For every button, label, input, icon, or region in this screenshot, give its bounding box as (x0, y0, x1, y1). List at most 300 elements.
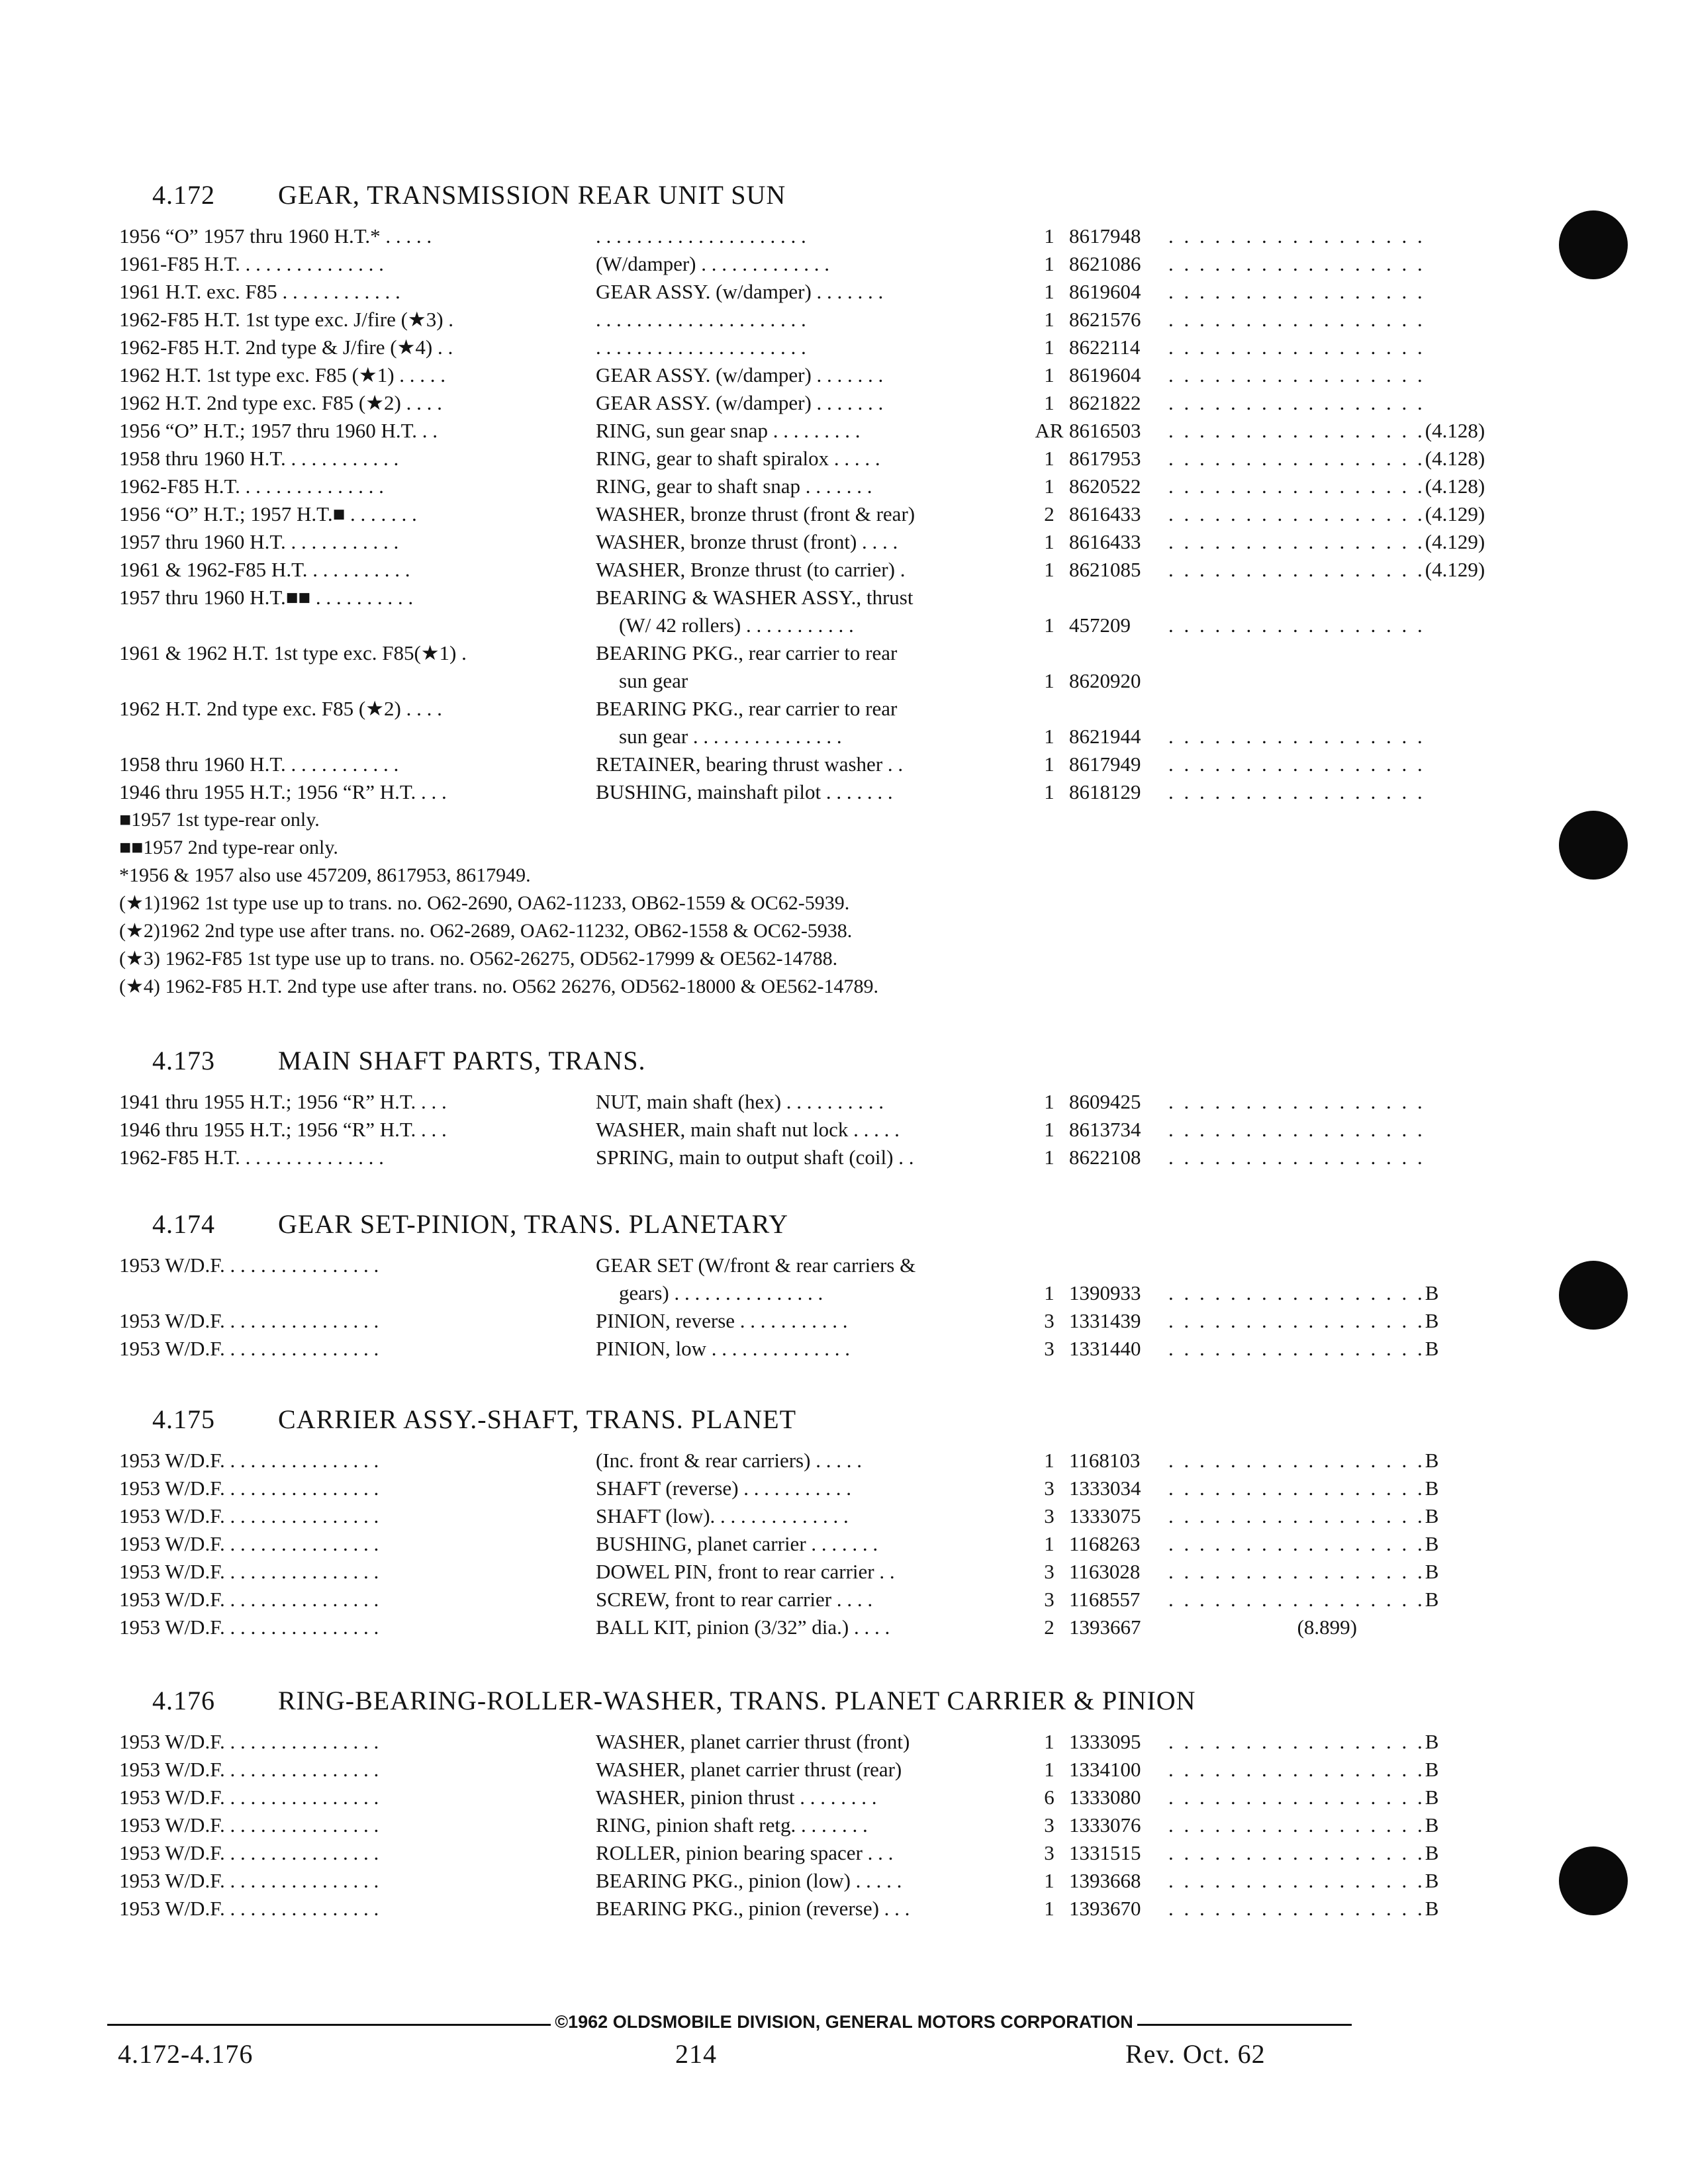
leader-dots: . . . . . . . . . . . . . . . . . (1168, 1090, 1425, 1113)
part-quantity: 6 (1044, 1786, 1055, 1809)
part-number: 8620920 (1069, 669, 1141, 692)
model-applicability: 1958 thru 1960 H.T. . . . . . . . . . . . (119, 752, 399, 776)
part-number: 8616503 (1069, 419, 1141, 442)
model-applicability (119, 723, 596, 751)
part-number: 8621576 (1069, 308, 1141, 331)
footnote: (★4) 1962-F85 H.T. 2nd type use after trans. no. O562 26276, OD562-18000 & OE562-14789. (119, 976, 879, 997)
reference-code: (4.128) (1425, 447, 1485, 470)
footnote: (★3) 1962-F85 1st type use up to trans. no. O562-26275, OD562-17999 & OE562-14788. (119, 948, 838, 970)
part-number-cell (1069, 389, 1432, 417)
part-number-cell (1069, 667, 1364, 695)
part-row (119, 389, 1425, 417)
part-number-cell (1069, 612, 1432, 639)
part-quantity: 1 (1044, 224, 1055, 248)
part-number: 1393670 (1069, 1897, 1141, 1920)
model-applicability (119, 612, 596, 639)
part-description: GEAR ASSY. (w/damper) . . . . . . . (596, 280, 884, 303)
part-row (119, 612, 1425, 639)
part-row (119, 778, 1425, 806)
part-number-cell (1069, 306, 1432, 334)
part-number: 1393668 (1069, 1869, 1141, 1892)
model-applicability: 1962-F85 H.T. 2nd type & J/fire (★4) . . (119, 336, 453, 359)
reference-code: B (1425, 1449, 1439, 1472)
part-quantity: 1 (1044, 669, 1055, 692)
part-number: 1393667 (1069, 1615, 1141, 1639)
part-row (119, 1895, 1439, 1923)
part-description: WASHER, pinion thrust . . . . . . . . (596, 1786, 877, 1809)
part-row (119, 500, 1485, 528)
section-heading (152, 1686, 1364, 1716)
model-applicability: 1953 W/D.F. . . . . . . . . . . . . . . . (119, 1897, 379, 1920)
part-description: WASHER, planet carrier thrust (rear) (596, 1758, 902, 1781)
leader-dots: . . . . . . . . . . . . . . . . . (1168, 1841, 1425, 1864)
part-description: RING, pinion shaft retg. . . . . . . . (596, 1813, 868, 1837)
section-4-176 (119, 1686, 1439, 1923)
part-quantity: 3 (1044, 1504, 1055, 1527)
part-number: 8621086 (1069, 252, 1141, 275)
section-range: 4.172-4.176 (118, 2039, 254, 2069)
model-applicability: 1962 H.T. 1st type exc. F85 (★1) . . . . . (119, 363, 446, 387)
part-quantity: 1 (1044, 780, 1055, 803)
part-number-cell (1069, 1307, 1445, 1335)
part-description: . . . . . . . . . . . . . . . . . . . . . (596, 308, 806, 331)
part-description: RING, gear to shaft snap . . . . . . . (596, 475, 872, 498)
part-number-cell (1069, 1558, 1445, 1586)
part-quantity: 1 (1044, 391, 1055, 414)
part-number: 8621822 (1069, 391, 1141, 414)
part-row (119, 639, 1364, 667)
model-applicability: 1957 thru 1960 H.T.■■ . . . . . . . . . . (119, 586, 414, 609)
part-number-cell (1069, 723, 1432, 751)
part-number: 8622114 (1069, 336, 1141, 359)
part-number: 8618129 (1069, 780, 1141, 803)
part-number-cell (1069, 361, 1432, 389)
part-quantity: 1 (1044, 363, 1055, 387)
part-row (119, 278, 1425, 306)
model-applicability: 1961-F85 H.T. . . . . . . . . . . . . . . (119, 252, 384, 275)
part-description: WASHER, bronze thrust (front & rear) (596, 502, 915, 525)
part-description: PINION, low . . . . . . . . . . . . . . (596, 1337, 851, 1360)
part-description: GEAR ASSY. (w/damper) . . . . . . . (596, 363, 884, 387)
part-number: 1333075 (1069, 1504, 1141, 1527)
part-row (119, 1116, 1425, 1144)
part-row (119, 1839, 1439, 1867)
part-quantity: 3 (1044, 1813, 1055, 1837)
part-row (119, 1586, 1439, 1614)
model-applicability: 1956 “O” H.T.; 1957 thru 1960 H.T. . . (119, 419, 438, 442)
leader-dots: . . . . . . . . . . . . . . . . . (1168, 752, 1425, 776)
model-applicability: 1953 W/D.F. . . . . . . . . . . . . . . . (119, 1560, 379, 1583)
part-number-cell (1069, 1867, 1445, 1895)
section-title: GEAR SET-PINION, TRANS. PLANETARY (278, 1209, 788, 1239)
part-number-cell (1069, 584, 1364, 612)
part-quantity: 3 (1044, 1841, 1055, 1864)
reference-code: (4.129) (1425, 530, 1485, 553)
leader-dots: . . . . . . . . . . . . . . . . . (1168, 1146, 1425, 1169)
part-quantity: 1 (1044, 558, 1055, 581)
model-applicability: 1953 W/D.F. . . . . . . . . . . . . . . . (119, 1337, 379, 1360)
part-quantity: 1 (1044, 1758, 1055, 1781)
part-number: 8609425 (1069, 1090, 1141, 1113)
part-number-cell (1069, 639, 1364, 667)
part-description: . . . . . . . . . . . . . . . . . . . . . (596, 224, 806, 248)
part-description: WASHER, Bronze thrust (to carrier) . (596, 558, 906, 581)
part-number-cell (1069, 751, 1432, 778)
part-number: 8621085 (1069, 558, 1141, 581)
part-number: 1168103 (1069, 1449, 1141, 1472)
part-number-cell (1069, 1811, 1445, 1839)
reference-code: B (1425, 1897, 1439, 1920)
leader-dots: . . . . . . . . . . . . . . . . . (1168, 725, 1425, 748)
part-description: SHAFT (reverse) . . . . . . . . . . . (596, 1477, 852, 1500)
section-number: 4.173 (152, 1046, 215, 1075)
part-row (119, 334, 1425, 361)
reference-code: B (1425, 1281, 1439, 1304)
leader-dots: . . . . . . . . . . . . . . . . . (1168, 1449, 1425, 1472)
reference-code: B (1425, 1869, 1439, 1892)
part-number: 8621944 (1069, 725, 1141, 748)
part-number: 1390933 (1069, 1281, 1141, 1304)
part-number-cell (1069, 556, 1491, 584)
part-number: 1168263 (1069, 1532, 1141, 1555)
reference-code: B (1425, 1813, 1439, 1837)
part-quantity: 3 (1044, 1337, 1055, 1360)
part-quantity: 1 (1044, 475, 1055, 498)
section-number: 4.175 (152, 1404, 215, 1434)
part-quantity: 1 (1044, 1281, 1055, 1304)
part-number-cell (1069, 1502, 1445, 1530)
model-applicability: 1961 & 1962-F85 H.T. . . . . . . . . . . (119, 558, 410, 581)
part-number: 1163028 (1069, 1560, 1141, 1583)
leader-dots: . . . . . . . . . . . . . . . . . (1168, 363, 1425, 387)
model-applicability: 1953 W/D.F. . . . . . . . . . . . . . . . (119, 1504, 379, 1527)
leader-dots: . . . . . . . . . . . . . . . . . (1168, 1897, 1425, 1920)
part-number: 8613734 (1069, 1118, 1141, 1141)
part-row (119, 1447, 1439, 1475)
part-description: BUSHING, mainshaft pilot . . . . . . . (596, 780, 893, 803)
part-quantity: 1 (1044, 1897, 1055, 1920)
leader-dots: . . . . . . . . . . . . . . . . . (1168, 1281, 1425, 1304)
model-applicability: 1953 W/D.F. . . . . . . . . . . . . . . . (119, 1758, 379, 1781)
part-description: GEAR ASSY. (w/damper) . . . . . . . (596, 391, 884, 414)
part-description: WASHER, planet carrier thrust (front) (596, 1730, 910, 1753)
leader-dots: . . . . . . . . . . . . . . . . . (1168, 391, 1425, 414)
part-number: 1333080 (1069, 1786, 1141, 1809)
section-title: CARRIER ASSY.-SHAFT, TRANS. PLANET (278, 1404, 797, 1434)
part-number-cell (1069, 500, 1491, 528)
model-applicability: 1946 thru 1955 H.T.; 1956 “R” H.T. . . . (119, 780, 447, 803)
part-row (119, 1279, 1439, 1307)
part-quantity: 1 (1044, 1090, 1055, 1113)
part-row (119, 556, 1485, 584)
model-applicability: 1953 W/D.F. . . . . . . . . . . . . . . . (119, 1532, 379, 1555)
part-row (119, 1307, 1439, 1335)
part-description: BEARING PKG., pinion (low) . . . . . (596, 1869, 902, 1892)
part-number-cell (1069, 1144, 1432, 1171)
part-description: RING, gear to shaft spiralox . . . . . (596, 447, 880, 470)
part-row (119, 1558, 1439, 1586)
leader-dots: . . . . . . . . . . . . . . . . . (1168, 1337, 1425, 1360)
part-number: 1331440 (1069, 1337, 1141, 1360)
leader-dots: . . . . . . . . . . . . . . . . . (1168, 336, 1425, 359)
binder-hole (1559, 1261, 1628, 1330)
part-number: 1333076 (1069, 1813, 1141, 1837)
part-number: 8619604 (1069, 280, 1141, 303)
model-applicability: 1953 W/D.F. . . . . . . . . . . . . . . . (119, 1813, 379, 1837)
model-applicability: 1953 W/D.F. . . . . . . . . . . . . . . . (119, 1730, 379, 1753)
part-description: gears) . . . . . . . . . . . . . . . (619, 1281, 823, 1304)
part-number-cell (1069, 1447, 1445, 1475)
reference-code: B (1425, 1588, 1439, 1611)
leader-dots: . . . . . . . . . . . . . . . . . (1168, 1758, 1425, 1781)
copyright-text: ©1962 OLDSMOBILE DIVISION, GENERAL MOTORS CORPORATION (551, 2012, 1137, 2032)
part-row (119, 222, 1425, 250)
part-description: SHAFT (low). . . . . . . . . . . . . . (596, 1504, 849, 1527)
reference-code: (8.899) (1297, 1615, 1357, 1639)
leader-dots: . . . . . . . . . . . . . . . . . (1168, 1869, 1425, 1892)
part-row (119, 1251, 1364, 1279)
leader-dots: . . . . . . . . . . . . . . . . . (1168, 502, 1425, 525)
section-title: MAIN SHAFT PARTS, TRANS. (278, 1046, 646, 1075)
section-number: 4.172 (152, 180, 215, 210)
footnote: ■1957 1st type-rear only. (119, 809, 320, 831)
leader-dots: . . . . . . . . . . . . . . . . . (1168, 1560, 1425, 1583)
model-applicability: 1953 W/D.F. . . . . . . . . . . . . . . . (119, 1309, 379, 1332)
part-quantity: 3 (1044, 1588, 1055, 1611)
footnote: (★1)1962 1st type use up to trans. no. O62-2690, OA62-11233, OB62-1559 & OC62-5939. (119, 892, 850, 914)
section-4-175 (119, 1404, 1439, 1641)
part-quantity: 1 (1044, 1532, 1055, 1555)
leader-dots: . . . . . . . . . . . . . . . . . (1168, 1118, 1425, 1141)
part-row (119, 473, 1485, 500)
revision-date: Rev. Oct. 62 (1125, 2039, 1266, 2069)
part-number: 8622108 (1069, 1146, 1141, 1169)
part-quantity (1029, 695, 1069, 723)
model-applicability: 1953 W/D.F. . . . . . . . . . . . . . . . (119, 1841, 379, 1864)
leader-dots: . . . . . . . . . . . . . . . . . (1168, 1730, 1425, 1753)
reference-code: B (1425, 1337, 1439, 1360)
model-applicability: 1946 thru 1955 H.T.; 1956 “R” H.T. . . . (119, 1118, 447, 1141)
model-applicability: 1953 W/D.F. . . . . . . . . . . . . . . . (119, 1869, 379, 1892)
part-number-cell (1069, 1116, 1432, 1144)
part-row (119, 1144, 1425, 1171)
reference-code: B (1425, 1532, 1439, 1555)
reference-code: B (1425, 1730, 1439, 1753)
part-number-cell (1069, 1614, 1364, 1641)
model-applicability (119, 1279, 596, 1307)
part-row (119, 584, 1364, 612)
part-description: NUT, main shaft (hex) . . . . . . . . . . (596, 1090, 884, 1113)
part-row (119, 1335, 1439, 1363)
section-title: GEAR, TRANSMISSION REAR UNIT SUN (278, 180, 786, 210)
part-number-cell (1069, 1839, 1445, 1867)
part-description: WASHER, main shaft nut lock . . . . . (596, 1118, 900, 1141)
part-number-cell (1069, 528, 1491, 556)
model-applicability: 1962 H.T. 2nd type exc. F85 (★2) . . . . (119, 697, 442, 720)
part-quantity: 1 (1044, 1449, 1055, 1472)
part-quantity (1029, 639, 1069, 667)
leader-dots: . . . . . . . . . . . . . . . . . (1168, 1477, 1425, 1500)
part-row (119, 1088, 1425, 1116)
leader-dots: . . . . . . . . . . . . . . . . . (1168, 475, 1425, 498)
model-applicability: 1953 W/D.F. . . . . . . . . . . . . . . . (119, 1253, 379, 1277)
part-row (119, 1784, 1439, 1811)
reference-code: (4.129) (1425, 502, 1485, 525)
reference-code: B (1425, 1841, 1439, 1864)
model-applicability: 1953 W/D.F. . . . . . . . . . . . . . . . (119, 1477, 379, 1500)
part-number: 1331439 (1069, 1309, 1141, 1332)
leader-dots: . . . . . . . . . . . . . . . . . (1168, 1813, 1425, 1837)
part-description: SPRING, main to output shaft (coil) . . (596, 1146, 914, 1169)
section-number: 4.176 (152, 1686, 215, 1715)
part-description: (W/ 42 rollers) . . . . . . . . . . . (619, 614, 854, 637)
section-heading (152, 1046, 1364, 1076)
part-description: sun gear (619, 669, 688, 692)
binder-hole (1559, 210, 1628, 279)
part-number: 8616433 (1069, 502, 1141, 525)
part-number-cell (1069, 1279, 1445, 1307)
part-number-cell (1069, 1475, 1445, 1502)
part-row (119, 528, 1485, 556)
part-description: (Inc. front & rear carriers) . . . . . (596, 1449, 862, 1472)
reference-code: B (1425, 1477, 1439, 1500)
part-description: RETAINER, bearing thrust washer . . (596, 752, 904, 776)
leader-dots: . . . . . . . . . . . . . . . . . (1168, 1588, 1425, 1611)
part-number-cell (1069, 1756, 1445, 1784)
part-number-cell (1069, 778, 1432, 806)
part-description: BALL KIT, pinion (3/32” dia.) . . . . (596, 1615, 890, 1639)
model-applicability: 1962-F85 H.T. . . . . . . . . . . . . . . (119, 1146, 384, 1169)
part-description: BEARING PKG., rear carrier to rear (596, 697, 898, 720)
part-description: GEAR SET (W/front & rear carriers & (596, 1253, 916, 1277)
part-number-cell (1069, 1784, 1445, 1811)
part-row (119, 695, 1364, 723)
part-description: SCREW, front to rear carrier . . . . (596, 1588, 873, 1611)
part-description: WASHER, bronze thrust (front) . . . . (596, 530, 898, 553)
part-quantity: 1 (1044, 280, 1055, 303)
part-number-cell (1069, 278, 1432, 306)
page-number: 214 (675, 2039, 717, 2069)
part-quantity: 3 (1044, 1309, 1055, 1332)
reference-code: (4.129) (1425, 558, 1485, 581)
part-number: 457209 (1069, 614, 1131, 637)
model-applicability: 1953 W/D.F. . . . . . . . . . . . . . . . (119, 1786, 379, 1809)
part-number: 1333034 (1069, 1477, 1141, 1500)
part-quantity: 1 (1044, 614, 1055, 637)
part-number: 8617948 (1069, 224, 1141, 248)
part-number-cell (1069, 1586, 1445, 1614)
part-number-cell (1069, 473, 1491, 500)
part-quantity: 1 (1044, 1869, 1055, 1892)
part-row (119, 723, 1425, 751)
section-title: RING-BEARING-ROLLER-WASHER, TRANS. PLANET CARRIER & PINION (278, 1686, 1196, 1715)
footnote: *1956 & 1957 also use 457209, 8617953, 8617949. (119, 864, 531, 886)
part-number-cell (1069, 1088, 1432, 1116)
part-description: BUSHING, planet carrier . . . . . . . (596, 1532, 878, 1555)
part-description: sun gear . . . . . . . . . . . . . . . (619, 725, 842, 748)
part-quantity: 1 (1044, 725, 1055, 748)
reference-code: B (1425, 1758, 1439, 1781)
part-number-cell (1069, 1728, 1445, 1756)
leader-dots: . . . . . . . . . . . . . . . . . (1168, 558, 1425, 581)
leader-dots: . . . . . . . . . . . . . . . . . (1168, 447, 1425, 470)
leader-dots: . . . . . . . . . . . . . . . . . (1168, 280, 1425, 303)
part-number: 8619604 (1069, 363, 1141, 387)
model-applicability: 1962 H.T. 2nd type exc. F85 (★2) . . . . (119, 391, 442, 414)
part-row (119, 306, 1425, 334)
part-row (119, 751, 1425, 778)
part-description: BEARING PKG., rear carrier to rear (596, 641, 898, 664)
reference-code: B (1425, 1309, 1439, 1332)
part-row (119, 417, 1485, 445)
reference-code: B (1425, 1786, 1439, 1809)
part-quantity: 3 (1044, 1560, 1055, 1583)
model-applicability: 1958 thru 1960 H.T. . . . . . . . . . . . (119, 447, 399, 470)
leader-dots: . . . . . . . . . . . . . . . . . (1168, 1504, 1425, 1527)
leader-dots: . . . . . . . . . . . . . . . . . (1168, 780, 1425, 803)
part-number-cell (1069, 445, 1491, 473)
part-number-cell (1069, 222, 1432, 250)
part-number-cell (1069, 1335, 1445, 1363)
part-description: DOWEL PIN, front to rear carrier . . (596, 1560, 895, 1583)
part-number-cell (1069, 1895, 1445, 1923)
model-applicability: 1961 & 1962 H.T. 1st type exc. F85(★1) . (119, 641, 467, 664)
leader-dots: . . . . . . . . . . . . . . . . . (1168, 419, 1425, 442)
part-number-cell (1069, 1251, 1364, 1279)
model-applicability (119, 667, 596, 695)
leader-dots: . . . . . . . . . . . . . . . . . (1168, 1532, 1425, 1555)
model-applicability: 1962-F85 H.T. 1st type exc. J/fire (★3) . (119, 308, 454, 331)
section-4-172 (119, 180, 1485, 1001)
reference-code: B (1425, 1504, 1439, 1527)
part-description: PINION, reverse . . . . . . . . . . . (596, 1309, 848, 1332)
part-number-cell (1069, 1530, 1445, 1558)
section-4-173 (119, 1046, 1425, 1171)
leader-dots: . . . . . . . . . . . . . . . . . (1168, 224, 1425, 248)
part-quantity: 1 (1044, 530, 1055, 553)
part-row (119, 1728, 1439, 1756)
part-description: ROLLER, pinion bearing spacer . . . (596, 1841, 894, 1864)
model-applicability: 1953 W/D.F. . . . . . . . . . . . . . . . (119, 1449, 379, 1472)
part-row (119, 1475, 1439, 1502)
model-applicability: 1956 “O” 1957 thru 1960 H.T.* . . . . . (119, 224, 432, 248)
model-applicability: 1941 thru 1955 H.T.; 1956 “R” H.T. . . . (119, 1090, 447, 1113)
part-quantity: 1 (1044, 752, 1055, 776)
reference-code: (4.128) (1425, 419, 1485, 442)
model-applicability: 1957 thru 1960 H.T. . . . . . . . . . . . (119, 530, 399, 553)
part-row (119, 1867, 1439, 1895)
part-number: 8617953 (1069, 447, 1141, 470)
part-quantity: 1 (1044, 1146, 1055, 1169)
part-number: 1333095 (1069, 1730, 1141, 1753)
part-row (119, 445, 1485, 473)
part-quantity: 1 (1044, 447, 1055, 470)
part-quantity (1029, 1251, 1069, 1279)
section-4-174 (119, 1209, 1439, 1363)
part-description: BEARING & WASHER ASSY., thrust (596, 586, 914, 609)
section-heading (152, 1404, 1364, 1435)
leader-dots: . . . . . . . . . . . . . . . . . (1168, 308, 1425, 331)
part-row (119, 250, 1425, 278)
part-quantity (1029, 584, 1069, 612)
part-number-cell (1069, 695, 1364, 723)
part-description: (W/damper) . . . . . . . . . . . . . (596, 252, 829, 275)
part-number-cell (1069, 334, 1432, 361)
leader-dots: . . . . . . . . . . . . . . . . . (1168, 1786, 1425, 1809)
part-description: BEARING PKG., pinion (reverse) . . . (596, 1897, 910, 1920)
section-number: 4.174 (152, 1209, 215, 1239)
part-quantity: 3 (1044, 1477, 1055, 1500)
